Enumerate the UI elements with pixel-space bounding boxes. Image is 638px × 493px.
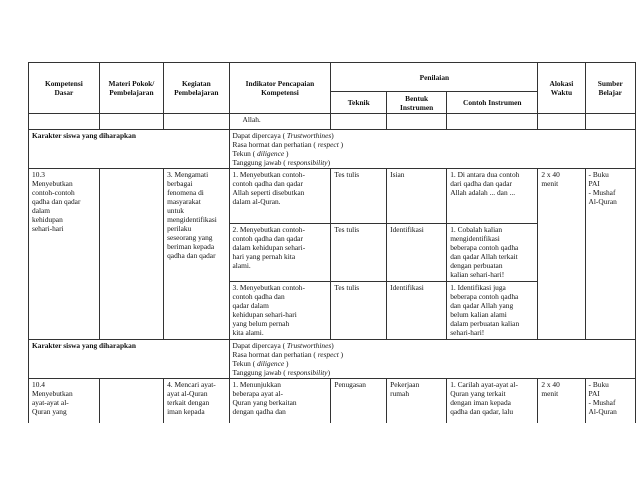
bentuk-10-4: Pekerjaan rumah: [387, 379, 447, 423]
materi-empty-2: [99, 379, 163, 423]
rpp-document: [28, 62, 636, 423]
cont-indikator: [229, 114, 331, 130]
header-teknik: Teknik: [331, 92, 387, 114]
teknik-10-4: Penugasan: [331, 379, 387, 423]
cont-empty: [331, 114, 387, 130]
header-alokasi-waktu: Alokasi Waktu: [538, 63, 585, 114]
cont-empty: [538, 114, 585, 130]
contoh-10-4: 1. Carilah ayat-ayat al- Quran yang terkait dengan iman kepada qadha dan qadar, lalu: [447, 379, 538, 423]
teknik-1: Tes tulis: [331, 169, 387, 224]
indikator-3: 3. Menyebutkan contoh- contoh qadha dan qadar dalam kehidupan sehari-hari yang belum pernah kita alami.: [229, 282, 331, 340]
cont-empty: [29, 114, 100, 130]
kegiatan-4: 4. Mencari ayat- ayat al-Quran terkait dengan iman kepada: [164, 379, 229, 423]
karakter-values-2: Dapat dipercaya ( Trustworthines) Rasa hormat dan perhatian ( respect ) Tekun ( diligence ) Tanggung jawab ( responsibility): [229, 340, 635, 379]
cont-empty: [164, 114, 229, 130]
bentuk-2: Identifikasi: [387, 224, 447, 282]
teknik-3: Tes tulis: [331, 282, 387, 340]
sumber-10-4: - Buku PAI - Mushaf Al-Quran: [585, 379, 635, 423]
contoh-3: 1. Identifikasi juga beberapa contoh qadha dan qadar Allah yang belum kalian alami dalam perbuatan kalian sehari-hari!: [447, 282, 538, 340]
alokasi-10-3: 2 x 40 menit: [538, 169, 585, 340]
indikator-10-4-1: 1. Menunjukkan beberapa ayat al- Quran yang berkaitan dengan qadha dan: [229, 379, 331, 423]
assessment-table: [28, 62, 636, 423]
indikator-1: 1. Menyebutkan contoh- contoh qadha dan qadar Allah seperti disebutkan dalam al-Quran.: [229, 169, 331, 224]
karakter-label: Karakter siswa yang diharapkan: [29, 130, 230, 169]
karakter-label-2: Karakter siswa yang diharapkan: [29, 340, 230, 379]
contoh-2: 1. Cobalah kalian mengidentifikasi beberapa contoh qadha dan qadar Allah terkait dengan perbuatan kalian sehari-hari!: [447, 224, 538, 282]
header-kegiatan: Kegiatan Pembelajaran: [164, 63, 229, 114]
kd-10-4: 10.4 Menyebutkan ayat-ayat al- Quran yang: [29, 379, 100, 423]
indikator-2: 2. Menyebutkan contoh- contoh qadha dan qadar dalam kehidupan sehari- hari yang pernah kita alami.: [229, 224, 331, 282]
cont-empty: [99, 114, 163, 130]
kegiatan-3: 3. Mengamati berbagai fenomena di masyarakat untuk mengidentifikasi perilaku seseorang yang beriman kepada qadha dan qadar: [164, 169, 229, 340]
bentuk-1: Isian: [387, 169, 447, 224]
contoh-1: 1. Di antara dua contoh dari qadha dan qadar Allah adalah ... dan ...: [447, 169, 538, 224]
teknik-2: Tes tulis: [331, 224, 387, 282]
header-sumber-belajar: Sumber Belajar: [585, 63, 635, 114]
cont-empty: [585, 114, 635, 130]
header-indikator: Indikator Pencapaian Kompetensi: [229, 63, 331, 114]
karakter-values: Dapat dipercaya ( Trustworthines) Rasa hormat dan perhatian ( respect ) Tekun ( diligence ) Tanggung jawab ( responsibility): [229, 130, 635, 169]
sumber-10-3: - Buku PAI - Mushaf Al-Quran: [585, 169, 635, 340]
kd-10-3: 10.3 Menyebutkan contoh-contoh qadha dan qadar dalam kehidupan sehari-hari: [29, 169, 100, 340]
header-kompetensi-dasar: Kompetensi Dasar: [29, 63, 100, 114]
cont-empty: [387, 114, 447, 130]
alokasi-10-4: 2 x 40 menit: [538, 379, 585, 423]
header-contoh-instrumen: Contoh Instrumen: [447, 92, 538, 114]
header-bentuk-instrumen: Bentuk Instrumen: [387, 92, 447, 114]
bentuk-3: Identifikasi: [387, 282, 447, 340]
cont-empty: [447, 114, 538, 130]
header-penilaian: Penilaian: [331, 63, 538, 92]
cont-text: Allah.: [242, 115, 261, 124]
header-materi-pokok: Materi Pokok/ Pembelajaran: [99, 63, 163, 114]
materi-empty: [99, 169, 163, 340]
